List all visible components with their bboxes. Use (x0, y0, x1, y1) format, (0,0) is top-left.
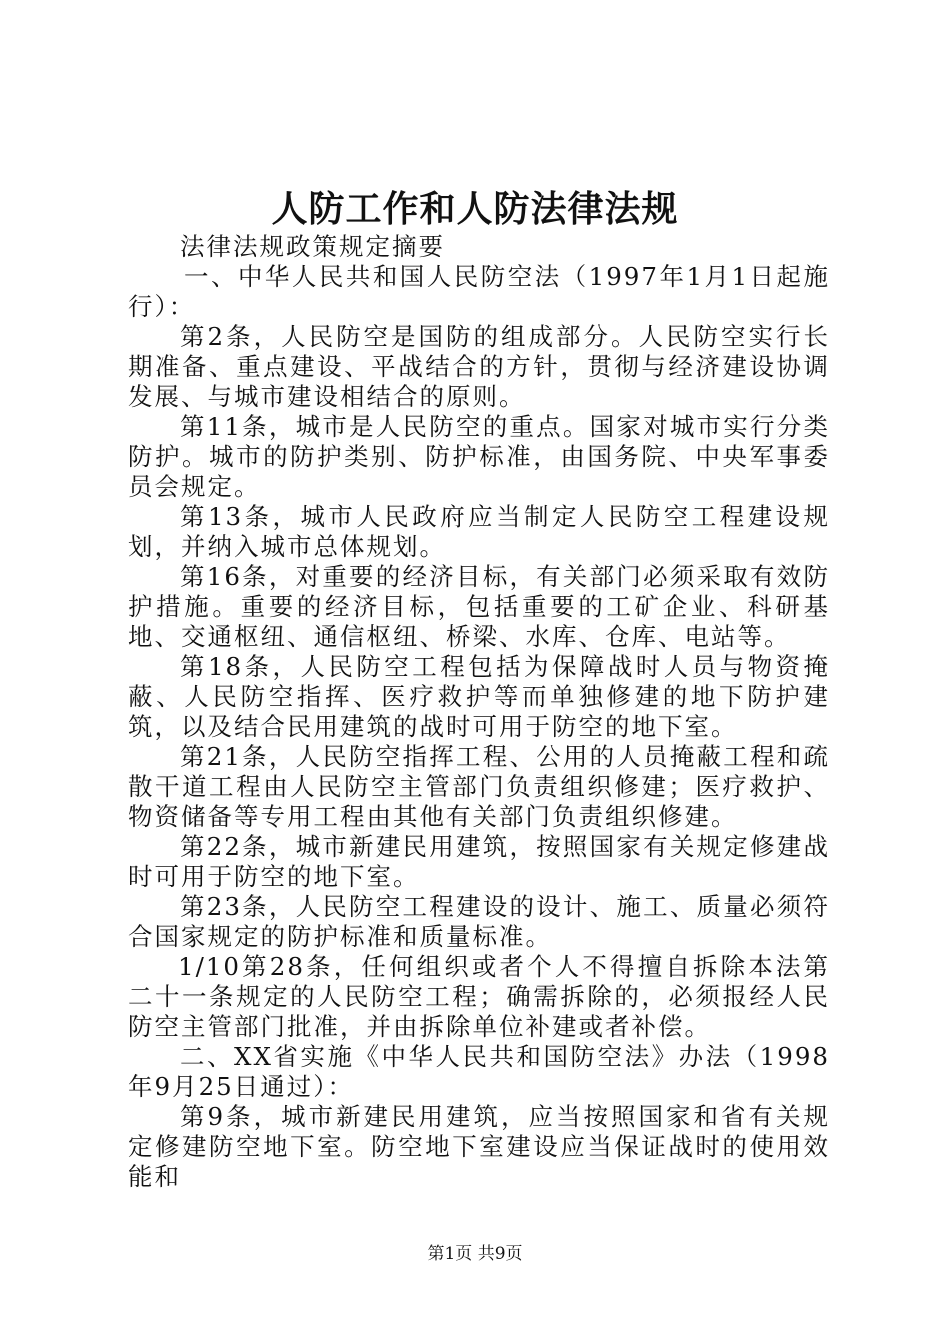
paragraph-article-28: 1/10第28条，任何组织或者个人不得擅自拆除本法第二十一条规定的人民防空工程；确需拆除的，必须报经人民防空主管部门批准，并由拆除单位补建或者补偿。 (128, 952, 830, 1041)
paragraph-article-23: 第23条，人民防空工程建设的设计、施工、质量必须符合国家规定的防护标准和质量标准。 (128, 892, 830, 951)
paragraph-article-16: 第16条，对重要的经济目标，有关部门必须采取有效防护措施。重要的经济目标，包括重要的工矿企业、科研基地、交通枢纽、通信枢纽、桥梁、水库、仓库、电站等。 (128, 562, 830, 651)
paragraph-article-18: 第18条，人民防空工程包括为保障战时人员与物资掩蔽、人民防空指挥、医疗救护等而单独修建的地下防护建筑，以及结合民用建筑的战时可用于防空的地下室。 (128, 652, 830, 741)
paragraph-article-11: 第11条，城市是人民防空的重点。国家对城市实行分类防护。城市的防护类别、防护标准，由国务院、中央军事委员会规定。 (128, 412, 830, 501)
document-body (128, 232, 830, 1192)
paragraph-section-one-heading: 一、中华人民共和国人民防空法（1997年1月1日起施行）： (128, 262, 830, 321)
document-title: 人防工作和人防法律法规 (271, 188, 679, 230)
paragraph-article-9: 第9条，城市新建民用建筑，应当按照国家和省有关规定修建防空地下室。防空地下室建设应当保证战时的使用效能和 (128, 1102, 830, 1191)
paragraph-article-22: 第22条，城市新建民用建筑，按照国家有关规定修建战时可用于防空的地下室。 (128, 832, 830, 891)
paragraph-summary-heading: 法律法规政策规定摘要 (180, 232, 445, 261)
paragraph-article-13: 第13条，城市人民政府应当制定人民防空工程建设规划，并纳入城市总体规划。 (128, 502, 830, 561)
page-footer: 第1页 共9页 (427, 1244, 523, 1264)
paragraph-section-two-heading: 二、XX省实施《中华人民共和国防空法》办法（1998年9月25日通过）： (128, 1042, 830, 1101)
paragraph-article-2: 第2条，人民防空是国防的组成部分。人民防空实行长期准备、重点建设、平战结合的方针，贯彻与经济建设协调发展、与城市建设相结合的原则。 (128, 322, 830, 411)
paragraph-article-21: 第21条，人民防空指挥工程、公用的人员掩蔽工程和疏散干道工程由人民防空主管部门负责组织修建；医疗救护、物资储备等专用工程由其他有关部门负责组织修建。 (128, 742, 830, 831)
